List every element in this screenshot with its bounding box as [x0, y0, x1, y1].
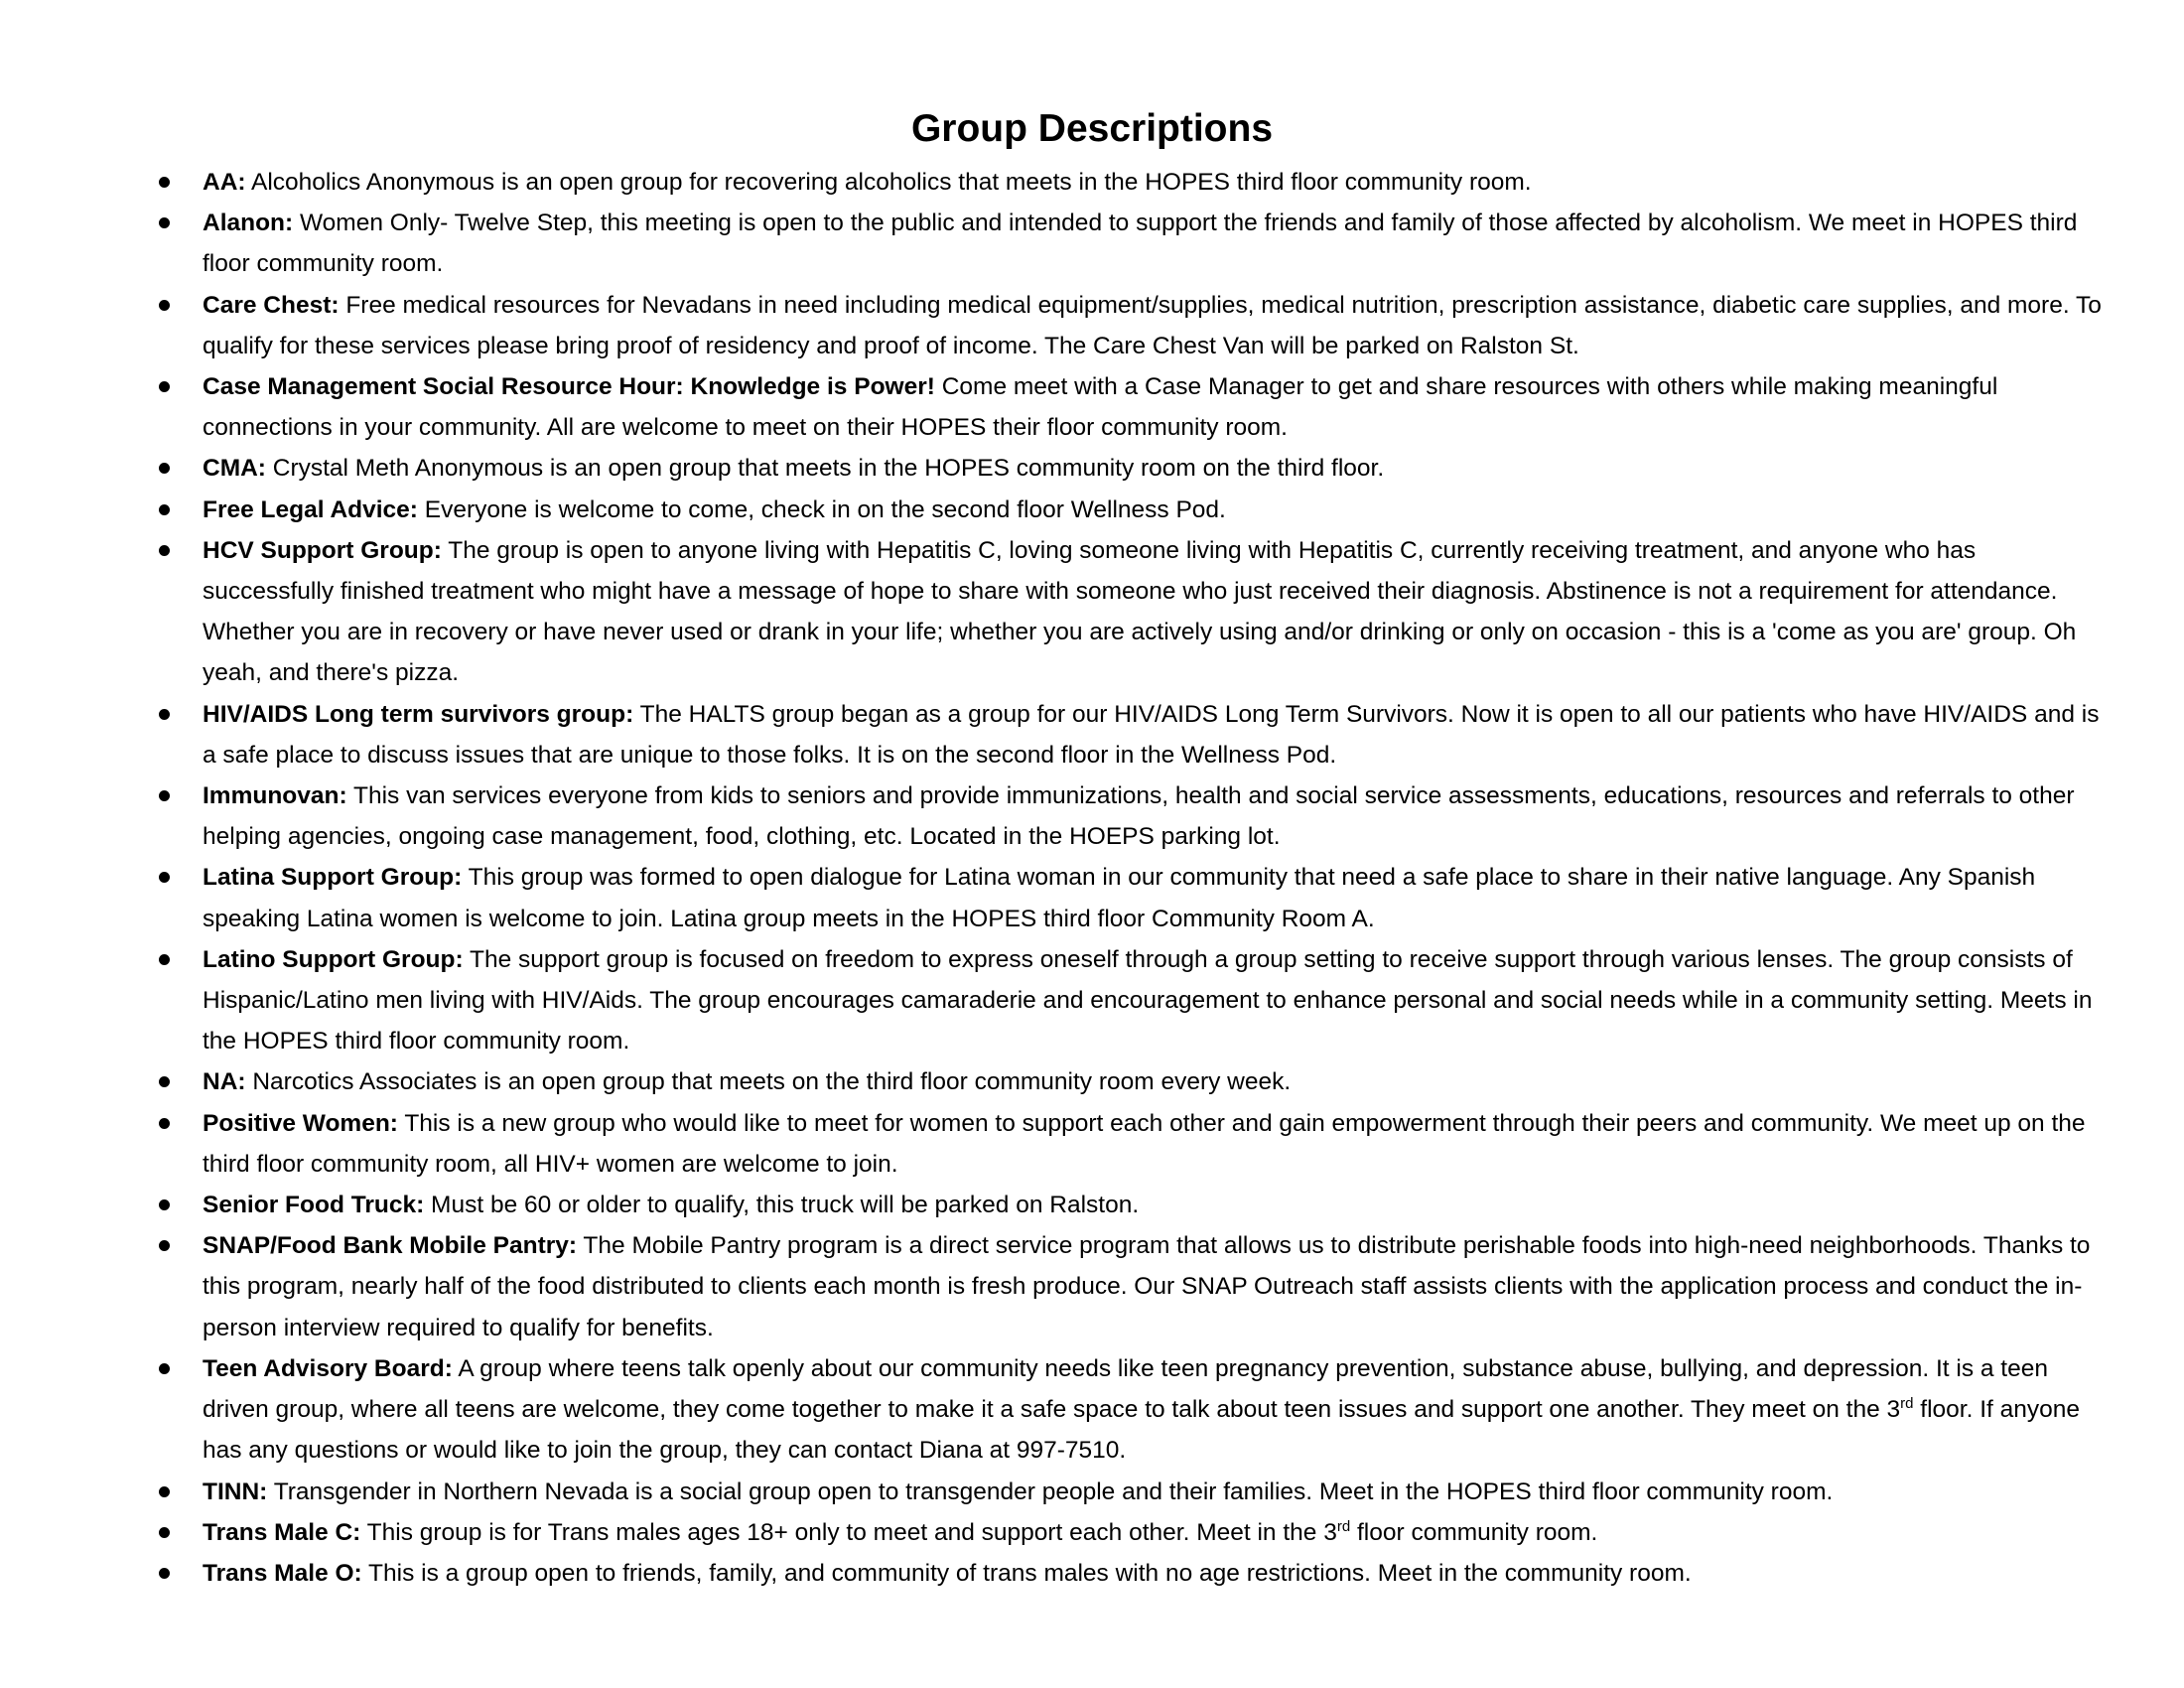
group-name: SNAP/Food Bank Mobile Pantry:	[203, 1232, 578, 1260]
list-item	[159, 1103, 2105, 1185]
description-text: The group is open to anyone living with Hepatitis C, loving someone living with Hepatitis C, currently receiving treatment, and anyone who has successfully finished treatment who might have a message of hope to share with someone who just received their diagnosis. Abstinence is not a requirement for attendance. Whether you are in recovery or have never used or drank in your life; whether you are actively using and/or drinking or only on occasion - this is a 'come as you are' group. Oh yeah, and there's pizza.	[203, 536, 2077, 687]
list-item	[159, 1061, 2105, 1102]
description-text: Crystal Meth Anonymous is an open group that meets in the HOPES community room on the third floor.	[265, 455, 1385, 483]
list-item	[159, 530, 2105, 694]
group-name: NA:	[203, 1068, 246, 1096]
bullet-icon	[159, 504, 170, 515]
description-text: This group was formed to open dialogue for Latina woman in our community that need a safe place to share in their native language. Any Spanish speaking Latina women is welcome to join. Latina group meets in the HOPES third floor Community Room A.	[203, 864, 2036, 932]
group-description	[418, 496, 1226, 523]
group-name: TINN:	[203, 1477, 268, 1505]
description-text: floor. If anyone has any questions or would like to join the group, they can contact Diana at 997-7510.	[203, 1396, 2081, 1465]
bullet-icon	[159, 1118, 170, 1129]
group-description	[267, 1478, 1833, 1505]
list-item	[159, 448, 2105, 489]
group-name: Latina Support Group:	[203, 864, 463, 892]
description-text: The support group is focused on freedom to express oneself through a group setting to receive support through various lenses. The group consists of Hispanic/Latino men living with HIV/Aids. The group encourages camaraderie and encouragement to enhance personal and social needs while in a community setting. Meets in the HOPES third floor community room.	[203, 945, 2093, 1055]
description-text: This group is for Trans males ages 18+ only to meet and support each other. Meet in the 3	[360, 1518, 1337, 1546]
ordinal-suffix: rd	[1336, 1517, 1351, 1535]
bullet-icon	[159, 1486, 170, 1497]
list-item	[159, 1512, 2105, 1553]
group-name: HCV Support Group:	[203, 536, 442, 564]
description-text: The HALTS group began as a group for our HIV/AIDS Long Term Survivors. Now it is open to all our patients who have HIV/AIDS and is a safe place to discuss issues that are unique to those folks. It is on the second floor in the Wellness Pod.	[203, 700, 2100, 769]
list-item	[159, 694, 2105, 775]
bullet-icon	[159, 177, 170, 188]
group-description	[266, 455, 1384, 482]
group-description	[203, 537, 2076, 687]
group-description	[203, 292, 2102, 359]
group-description	[246, 169, 1532, 196]
list-item	[159, 285, 2105, 366]
description-text: Free medical resources for Nevadans in need including medical equipment/supplies, medical nutrition, prescription assistance, diabetic care supplies, and more. To qualify for these services please bring proof of residency and proof of income. The Care Chest Van will be parked on Ralston St.	[203, 291, 2102, 359]
group-name: Teen Advisory Board:	[203, 1354, 453, 1382]
description-text: This is a new group who would like to meet for women to support each other and gain empowerment through their peers and community. We meet up on the third floor community room, all HIV+ women are welcome to join.	[203, 1109, 2086, 1178]
bullet-icon	[159, 790, 170, 801]
bullet-icon	[159, 1527, 170, 1538]
group-name: Alanon:	[203, 210, 294, 237]
group-name: Trans Male O:	[203, 1559, 362, 1587]
list-item	[159, 490, 2105, 530]
bullet-icon	[159, 381, 170, 392]
bullet-icon	[159, 1199, 170, 1210]
bullet-icon	[159, 217, 170, 228]
bullet-icon	[159, 300, 170, 311]
group-name: Immunovan:	[203, 782, 347, 810]
list-item	[159, 1185, 2105, 1225]
description-text: Everyone is welcome to come, check in on the second floor Wellness Pod.	[417, 495, 1226, 523]
list-item	[159, 1553, 2105, 1594]
group-name: CMA:	[203, 455, 266, 483]
group-description	[203, 210, 2077, 277]
list-item	[159, 162, 2105, 203]
list-item	[159, 1348, 2105, 1472]
description-text: floor community room.	[1350, 1518, 1598, 1546]
group-name: Case Management Social Resource Hour: Knowledge is Power!	[203, 373, 935, 401]
list-item	[159, 1472, 2105, 1512]
group-description	[246, 1068, 1292, 1095]
group-name: Trans Male C:	[203, 1518, 361, 1546]
list-item	[159, 939, 2105, 1062]
description-text: Narcotics Associates is an open group that meets on the third floor community room every week.	[245, 1068, 1292, 1096]
bullet-icon	[159, 1240, 170, 1251]
list-item	[159, 1225, 2105, 1348]
description-text: This is a group open to friends, family, and community of trans males with no age restrictions. Meet in the community room.	[361, 1559, 1692, 1587]
bullet-icon	[159, 872, 170, 883]
group-name: Positive Women:	[203, 1109, 398, 1137]
bullet-icon	[159, 954, 170, 965]
description-text: Women Only- Twelve Step, this meeting is open to the public and intended to support the friends and family of those affected by alcoholism. We meet in HOPES third floor community room.	[203, 210, 2078, 278]
list-item	[159, 366, 2105, 448]
group-description	[203, 864, 2035, 931]
bullet-icon	[159, 1363, 170, 1374]
description-text: Transgender in Northern Nevada is a social group open to transgender people and their families. Meet in the HOPES third floor community room.	[267, 1477, 1834, 1505]
group-description	[203, 782, 2075, 850]
ordinal-suffix: rd	[1900, 1394, 1914, 1412]
description-text: Come meet with a Case Manager to get and share resources with others while making meaningful connections in your community. All are welcome to meet on their HOPES their floor community room.	[203, 373, 1998, 442]
description-text: Must be 60 or older to qualify, this truck will be parked on Ralston.	[424, 1192, 1140, 1219]
description-text: The Mobile Pantry program is a direct service program that allows us to distribute perishable foods into high-need neighborhoods. Thanks to this program, nearly half of the food distributed to clients each month is fresh produce. Our SNAP Outreach staff assists clients with the application process and conduct the in-person interview required to qualify for benefits.	[203, 1232, 2091, 1341]
group-description	[424, 1192, 1139, 1218]
group-description	[203, 1110, 2086, 1178]
group-description	[360, 1519, 1597, 1546]
bullet-icon	[159, 1568, 170, 1579]
group-name: Latino Support Group:	[203, 945, 464, 973]
group-description	[203, 946, 2092, 1055]
group-description	[203, 1355, 2080, 1464]
description-text: Alcoholics Anonymous is an open group for recovering alcoholics that meets in the HOPES third floor community room.	[245, 169, 1532, 196]
bullet-icon	[159, 709, 170, 720]
group-name: HIV/AIDS Long term survivors group:	[203, 700, 634, 728]
bullet-icon	[159, 463, 170, 474]
list-item	[159, 775, 2105, 857]
page-title: Group Descriptions	[910, 107, 1274, 150]
group-name: Care Chest:	[203, 291, 340, 319]
list-item	[159, 857, 2105, 938]
bullet-icon	[159, 545, 170, 556]
group-description	[362, 1560, 1692, 1587]
group-list	[159, 162, 2105, 1594]
group-name: AA:	[203, 169, 246, 196]
group-name: Free Legal Advice:	[203, 495, 418, 523]
description-text: A group where teens talk openly about our community needs like teen pregnancy prevention, substance abuse, bullying, and depression. It is a teen driven group, where all teens are welcome, they come together to make it a safe space to talk about teen issues and support one another. They meet on the 3	[203, 1354, 2048, 1424]
bullet-icon	[159, 1076, 170, 1087]
description-text: This van services everyone from kids to seniors and provide immunizations, health and social service assessments, educations, resources and referrals to other helping agencies, ongoing case management, food, clothing, etc. Located in the HOEPS parking lot.	[203, 782, 2075, 851]
list-item	[159, 203, 2105, 284]
group-name: Senior Food Truck:	[203, 1192, 425, 1219]
